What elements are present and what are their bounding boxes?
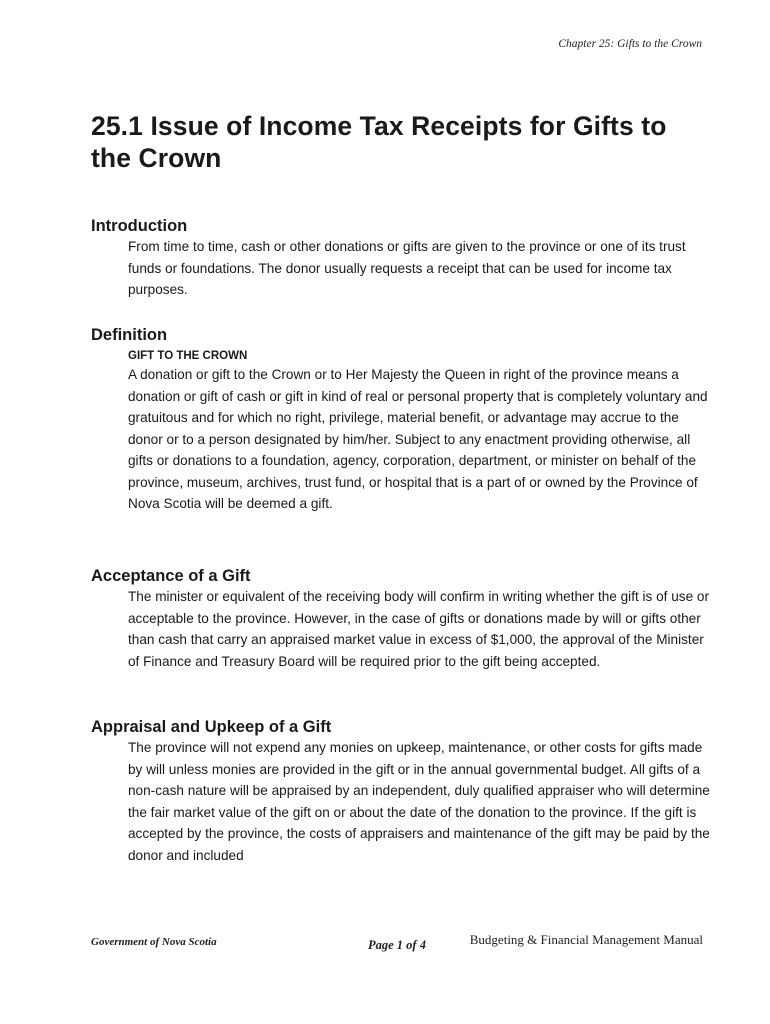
- section-body: The province will not expend any monies on upkeep, maintenance, or other costs for gifts made by will unless monies are provided in the gift or in the annual governmental budget. All gifts of a non-cash nature will be appraised by an independent, duly qualified appraiser who will determine the fair market value of the gift on or about the date of the donation to the province. If the gift is accepted by the province, the costs of appraisers and maintenance of the gift may be paid by the donor and included: [128, 740, 710, 863]
- footer-publisher: Government of Nova Scotia: [91, 936, 217, 948]
- footer-page-number: Page 1 of 4: [368, 938, 426, 952]
- section-heading: Introduction: [91, 217, 188, 235]
- section-heading: Acceptance of a Gift: [91, 567, 251, 585]
- section-body: The minister or equivalent of the receiving body will confirm in writing whether the gift is of use or acceptable to the province. However, in the case of gifts or donations made by will or gifts other than cash that carry an appraised market value in excess of $1,000, the approval of the Minister of Finance and Treasury Board will be required prior to the gift being accepted.: [128, 589, 710, 669]
- section-body: From time to time, cash or other donations or gifts are given to the province or one of its trust funds or foundations. The donor usually requests a receipt that can be used for income tax purposes.: [128, 239, 686, 297]
- section-body: A donation or gift to the Crown or to Her Majesty the Queen in right of the province means a donation or gift of cash or gift in kind of real or personal property that is completely voluntary and gratuitous and for which no right, privilege, material benefit, or advantage may accrue to the donor or to a person designated by him/her. Subject to any enactment providing otherwise, all gifts or donations to a foundation, agency, corporation, department, or minister on behalf of the province, museum, archives, trust fund, or hospital that is a part of or owned by the Province of Nova Scotia will be deemed a gift.: [128, 367, 708, 511]
- section-appraisal: [91, 717, 711, 866]
- definition-term: GIFT TO THE CROWN: [128, 350, 248, 362]
- section-heading: Definition: [91, 326, 168, 344]
- section-heading: Appraisal and Upkeep of a Gift: [91, 718, 332, 736]
- section-definition: [91, 325, 711, 515]
- section-introduction: [91, 216, 711, 301]
- running-header: Chapter 25: Gifts to the Crown: [558, 38, 702, 50]
- section-acceptance: [91, 566, 711, 672]
- page-title: 25.1 Issue of Income Tax Receipts for Gifts to the Crown: [91, 111, 667, 173]
- footer-manual-title: Budgeting & Financial Management Manual: [469, 932, 703, 947]
